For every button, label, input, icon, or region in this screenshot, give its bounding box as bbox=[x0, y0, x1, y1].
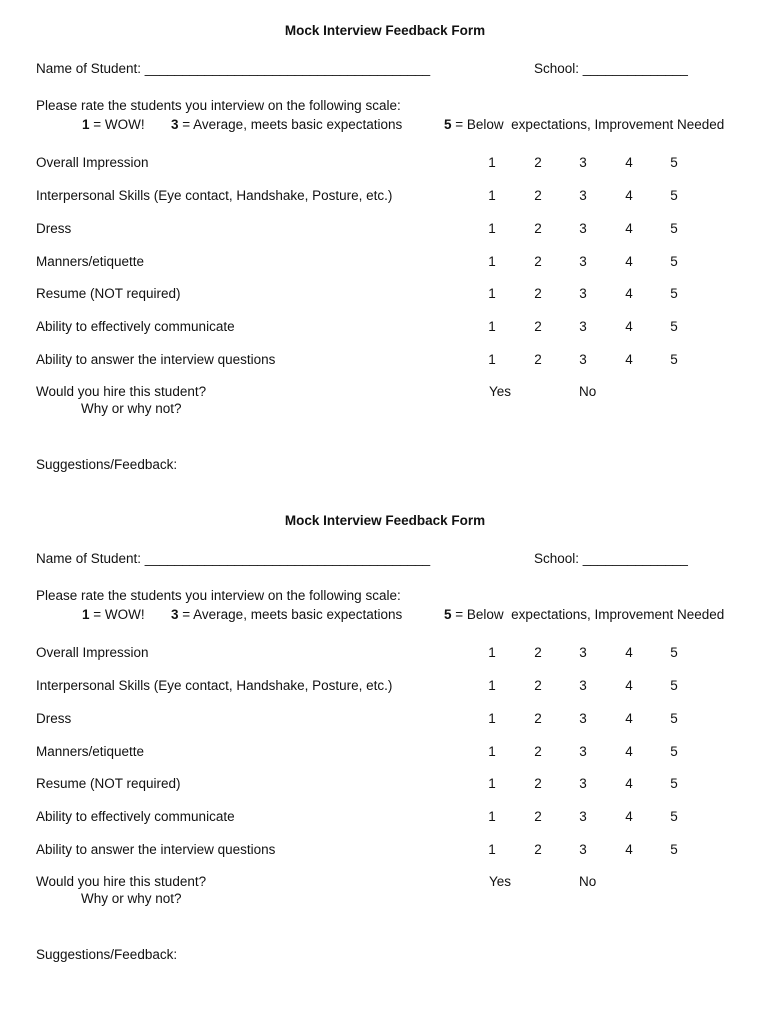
rating-3[interactable]: 3 bbox=[579, 221, 587, 236]
scale-item-3 bbox=[171, 117, 402, 133]
rating-5[interactable]: 5 bbox=[670, 221, 678, 236]
rating-1[interactable]: 1 bbox=[488, 809, 496, 824]
criterion-row bbox=[0, 711, 770, 727]
scale-num: 3 bbox=[171, 607, 179, 622]
rating-5[interactable]: 5 bbox=[670, 776, 678, 791]
rating-1[interactable]: 1 bbox=[488, 286, 496, 301]
rating-2[interactable]: 2 bbox=[534, 286, 542, 301]
rating-3[interactable]: 3 bbox=[579, 711, 587, 726]
rating-1[interactable]: 1 bbox=[488, 744, 496, 759]
rating-4[interactable]: 4 bbox=[625, 188, 633, 203]
rating-4[interactable]: 4 bbox=[625, 842, 633, 857]
rating-5[interactable]: 5 bbox=[670, 744, 678, 759]
rating-4[interactable]: 4 bbox=[625, 254, 633, 269]
rating-2[interactable]: 2 bbox=[534, 809, 542, 824]
rating-5[interactable]: 5 bbox=[670, 678, 678, 693]
rating-1[interactable]: 1 bbox=[488, 319, 496, 334]
criterion-label: Dress bbox=[36, 221, 72, 236]
scale-num: 1 bbox=[82, 607, 90, 622]
scale-intro: Please rate the students you interview on the following scale: bbox=[36, 588, 401, 603]
rating-4[interactable]: 4 bbox=[625, 776, 633, 791]
suggestions-label: Suggestions/Feedback: bbox=[36, 947, 178, 962]
rating-1[interactable]: 1 bbox=[488, 678, 496, 693]
hire-question: Would you hire this student? bbox=[36, 874, 207, 889]
rating-2[interactable]: 2 bbox=[534, 352, 542, 367]
feedback-form-2 bbox=[0, 490, 770, 980]
scale-desc: = WOW! bbox=[89, 607, 145, 622]
criterion-label: Overall Impression bbox=[36, 155, 149, 170]
feedback-form-1 bbox=[0, 0, 770, 490]
scale-desc: = Below expectations, Improvement Needed bbox=[451, 117, 725, 132]
criterion-row bbox=[0, 842, 770, 858]
rating-1[interactable]: 1 bbox=[488, 711, 496, 726]
criterion-row bbox=[0, 776, 770, 792]
rating-2[interactable]: 2 bbox=[534, 319, 542, 334]
rating-1[interactable]: 1 bbox=[488, 221, 496, 236]
rating-5[interactable]: 5 bbox=[670, 809, 678, 824]
why-prompt: Why or why not? bbox=[81, 891, 182, 906]
rating-2[interactable]: 2 bbox=[534, 711, 542, 726]
rating-3[interactable]: 3 bbox=[579, 254, 587, 269]
criterion-row bbox=[0, 319, 770, 335]
rating-3[interactable]: 3 bbox=[579, 809, 587, 824]
rating-3[interactable]: 3 bbox=[579, 319, 587, 334]
criterion-row bbox=[0, 221, 770, 237]
rating-3[interactable]: 3 bbox=[579, 744, 587, 759]
scale-desc: = Below expectations, Improvement Needed bbox=[451, 607, 725, 622]
student-name-field[interactable]: Name of Student: ______________________________________ bbox=[36, 551, 431, 566]
criterion-row bbox=[0, 744, 770, 760]
scale-item-1 bbox=[82, 117, 145, 133]
criterion-label: Ability to effectively communicate bbox=[36, 319, 235, 334]
rating-5[interactable]: 5 bbox=[670, 645, 678, 660]
hire-yes-option[interactable]: Yes bbox=[489, 384, 512, 399]
scale-item-3 bbox=[171, 607, 402, 623]
scale-item-5 bbox=[444, 117, 724, 133]
criterion-label: Ability to effectively communicate bbox=[36, 809, 235, 824]
scale-num: 5 bbox=[444, 117, 452, 132]
criterion-label: Interpersonal Skills (Eye contact, Handshake, Posture, etc.) bbox=[36, 188, 393, 203]
rating-2[interactable]: 2 bbox=[534, 678, 542, 693]
rating-1[interactable]: 1 bbox=[488, 645, 496, 660]
hire-no-option[interactable]: No bbox=[579, 874, 597, 889]
rating-3[interactable]: 3 bbox=[579, 776, 587, 791]
criterion-row bbox=[0, 678, 770, 694]
criterion-label: Manners/etiquette bbox=[36, 254, 145, 269]
rating-3[interactable]: 3 bbox=[579, 645, 587, 660]
rating-5[interactable]: 5 bbox=[670, 842, 678, 857]
rating-5[interactable]: 5 bbox=[670, 254, 678, 269]
rating-5[interactable]: 5 bbox=[670, 188, 678, 203]
rating-1[interactable]: 1 bbox=[488, 352, 496, 367]
rating-3[interactable]: 3 bbox=[579, 155, 587, 170]
scale-item-5 bbox=[444, 607, 724, 623]
student-name-field[interactable]: Name of Student: ______________________________________ bbox=[36, 61, 431, 76]
scale-desc: = Average, meets basic expectations bbox=[178, 117, 403, 132]
criterion-row bbox=[0, 155, 770, 171]
rating-1[interactable]: 1 bbox=[488, 254, 496, 269]
criterion-row bbox=[0, 645, 770, 661]
form-title: Mock Interview Feedback Form bbox=[284, 23, 486, 38]
rating-2[interactable]: 2 bbox=[534, 155, 542, 170]
rating-3[interactable]: 3 bbox=[579, 352, 587, 367]
criterion-label: Ability to answer the interview questions bbox=[36, 842, 276, 857]
rating-4[interactable]: 4 bbox=[625, 678, 633, 693]
rating-2[interactable]: 2 bbox=[534, 645, 542, 660]
rating-5[interactable]: 5 bbox=[670, 155, 678, 170]
rating-1[interactable]: 1 bbox=[488, 155, 496, 170]
scale-num: 3 bbox=[171, 117, 179, 132]
scale-num: 1 bbox=[82, 117, 90, 132]
criterion-label: Dress bbox=[36, 711, 72, 726]
rating-3[interactable]: 3 bbox=[579, 188, 587, 203]
scale-num: 5 bbox=[444, 607, 452, 622]
rating-1[interactable]: 1 bbox=[488, 776, 496, 791]
criterion-row bbox=[0, 188, 770, 204]
criterion-row bbox=[0, 352, 770, 368]
criterion-label: Resume (NOT required) bbox=[36, 286, 181, 301]
rating-2[interactable]: 2 bbox=[534, 842, 542, 857]
rating-4[interactable]: 4 bbox=[625, 221, 633, 236]
rating-4[interactable]: 4 bbox=[625, 286, 633, 301]
rating-4[interactable]: 4 bbox=[625, 352, 633, 367]
rating-5[interactable]: 5 bbox=[670, 352, 678, 367]
rating-1[interactable]: 1 bbox=[488, 842, 496, 857]
rating-3[interactable]: 3 bbox=[579, 678, 587, 693]
rating-2[interactable]: 2 bbox=[534, 254, 542, 269]
rating-4[interactable]: 4 bbox=[625, 645, 633, 660]
scale-desc: = WOW! bbox=[89, 117, 145, 132]
criterion-label: Ability to answer the interview questions bbox=[36, 352, 276, 367]
criterion-row bbox=[0, 286, 770, 302]
rating-4[interactable]: 4 bbox=[625, 319, 633, 334]
why-prompt: Why or why not? bbox=[81, 401, 182, 416]
scale-desc: = Average, meets basic expectations bbox=[178, 607, 403, 622]
criterion-label: Interpersonal Skills (Eye contact, Handshake, Posture, etc.) bbox=[36, 678, 393, 693]
school-field[interactable]: School: ______________ bbox=[534, 551, 688, 566]
criterion-row bbox=[0, 809, 770, 825]
rating-5[interactable]: 5 bbox=[670, 286, 678, 301]
rating-3[interactable]: 3 bbox=[579, 286, 587, 301]
rating-3[interactable]: 3 bbox=[579, 842, 587, 857]
scale-intro: Please rate the students you interview on the following scale: bbox=[36, 98, 401, 113]
criterion-label: Resume (NOT required) bbox=[36, 776, 181, 791]
rating-2[interactable]: 2 bbox=[534, 744, 542, 759]
form-title: Mock Interview Feedback Form bbox=[284, 513, 486, 528]
hire-question: Would you hire this student? bbox=[36, 384, 207, 399]
criterion-row bbox=[0, 254, 770, 270]
criterion-label: Manners/etiquette bbox=[36, 744, 145, 759]
suggestions-label: Suggestions/Feedback: bbox=[36, 457, 178, 472]
rating-2[interactable]: 2 bbox=[534, 776, 542, 791]
scale-item-1 bbox=[82, 607, 145, 623]
rating-4[interactable]: 4 bbox=[625, 155, 633, 170]
hire-yes-option[interactable]: Yes bbox=[489, 874, 512, 889]
rating-5[interactable]: 5 bbox=[670, 711, 678, 726]
hire-no-option[interactable]: No bbox=[579, 384, 597, 399]
rating-4[interactable]: 4 bbox=[625, 711, 633, 726]
rating-4[interactable]: 4 bbox=[625, 809, 633, 824]
rating-2[interactable]: 2 bbox=[534, 221, 542, 236]
rating-1[interactable]: 1 bbox=[488, 188, 496, 203]
criterion-label: Overall Impression bbox=[36, 645, 149, 660]
school-field[interactable]: School: ______________ bbox=[534, 61, 688, 76]
rating-5[interactable]: 5 bbox=[670, 319, 678, 334]
rating-4[interactable]: 4 bbox=[625, 744, 633, 759]
rating-2[interactable]: 2 bbox=[534, 188, 542, 203]
